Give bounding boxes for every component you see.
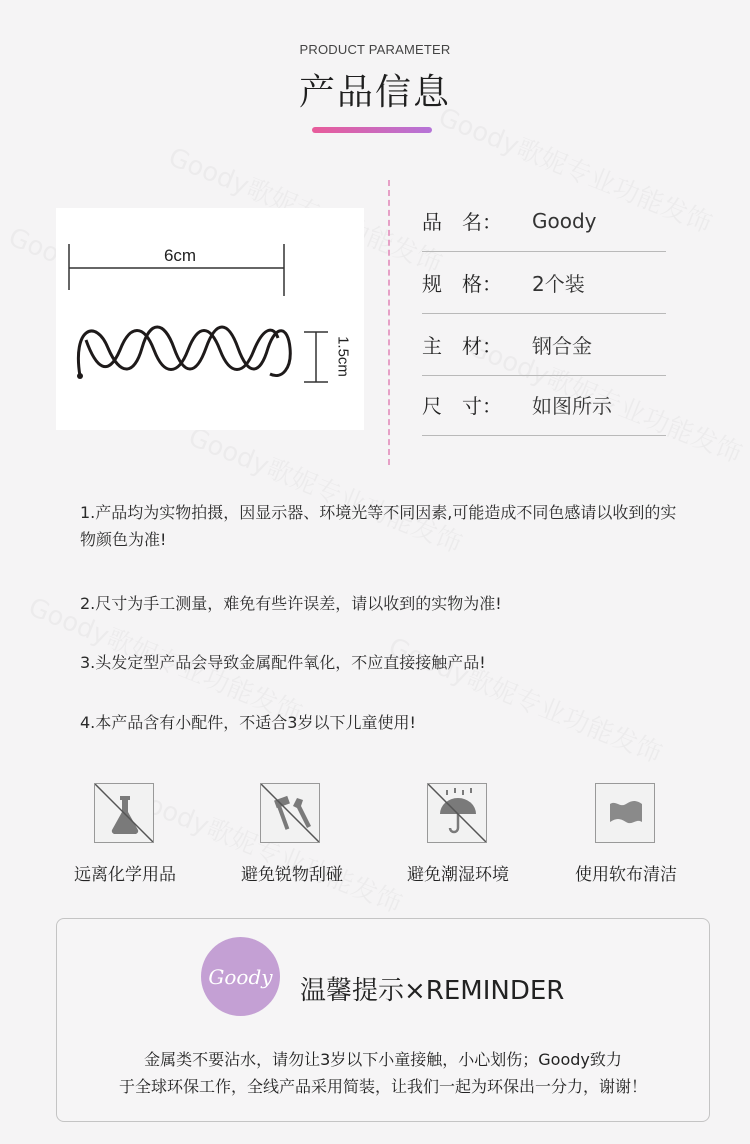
width-dimension-label: 6cm bbox=[163, 246, 197, 265]
care-label: 远离化学用品 bbox=[74, 865, 176, 885]
page-title: 产品信息 bbox=[298, 72, 451, 113]
spec-value: 如图所示 bbox=[532, 394, 612, 418]
note-item: 4.本产品含有小配件，不适合3岁以下儿童使用! bbox=[80, 713, 416, 732]
spec-label: 规 格： bbox=[422, 272, 502, 296]
care-label: 避免锐物刮碰 bbox=[241, 865, 343, 885]
spec-value: 2个装 bbox=[532, 272, 585, 296]
spec-label: 尺 寸： bbox=[422, 394, 502, 418]
flask-icon bbox=[94, 783, 154, 843]
hairpin-spiral-drawing bbox=[56, 208, 364, 430]
care-label: 使用软布清洁 bbox=[575, 865, 677, 885]
cloth-icon bbox=[595, 783, 655, 843]
title-underline bbox=[312, 127, 432, 133]
note-item: 2.尺寸为手工测量，难免有些许误差，请以收到的实物为准! bbox=[80, 594, 502, 613]
umbrella-icon bbox=[427, 783, 487, 843]
spec-row-material bbox=[422, 314, 666, 376]
reminder-line: 于全球环保工作，全线产品采用简装，让我们一起为环保出一分力，谢谢！ bbox=[118, 1077, 647, 1096]
spec-label: 品 名： bbox=[422, 210, 502, 234]
spec-row-size bbox=[422, 252, 666, 314]
page-subtitle: PRODUCT PARAMETER bbox=[299, 42, 451, 57]
spec-value: 钢合金 bbox=[532, 334, 592, 358]
vertical-divider bbox=[388, 180, 390, 465]
spec-label: 主 材： bbox=[422, 334, 502, 358]
note-item: 1.产品均为实物拍摄，因显示器、环境光等不同因素,可能造成不同色感请以收到的实物颜色为准! bbox=[80, 503, 677, 549]
care-label: 避免潮湿环境 bbox=[407, 865, 509, 885]
tools-icon bbox=[260, 783, 320, 843]
product-image bbox=[56, 208, 364, 430]
note-item: 3.头发定型产品会导致金属配件氧化，不应直接接触产品! bbox=[80, 653, 486, 672]
spec-value: Goody bbox=[532, 208, 597, 233]
reminder-line: 金属类不要沾水，请勿让3岁以下小童接触，小心划伤；Goody致力 bbox=[144, 1050, 622, 1069]
height-dimension-label: 1.5cm bbox=[334, 336, 352, 377]
spec-row-dimensions bbox=[422, 374, 666, 436]
brand-logo-text: Goody bbox=[208, 964, 273, 989]
reminder-title: 温馨提示×REMINDER bbox=[300, 976, 565, 1006]
brand-logo bbox=[201, 937, 280, 1016]
spec-row-name bbox=[422, 190, 666, 252]
